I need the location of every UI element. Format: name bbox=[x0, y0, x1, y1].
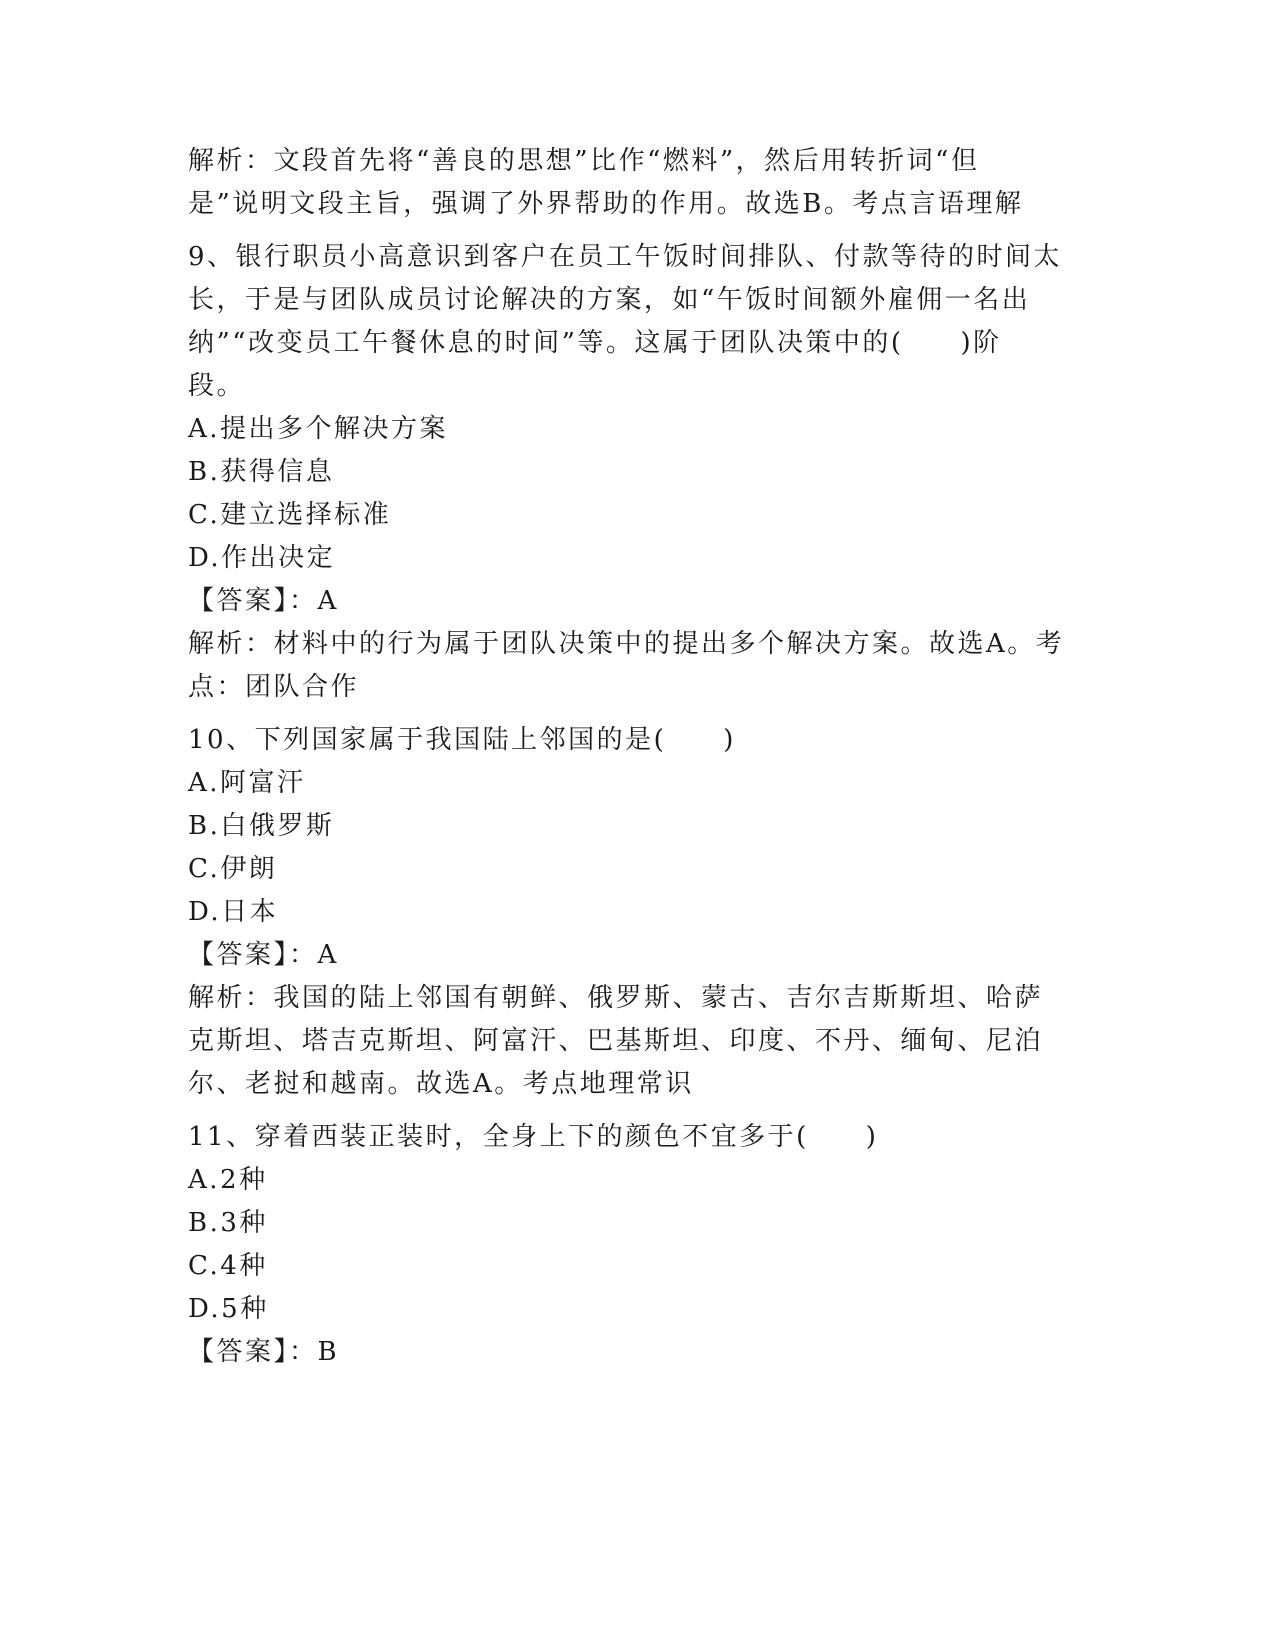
analysis-text-line: 解析：我国的陆上邻国有朝鲜、俄罗斯、蒙古、吉尔吉斯斯坦、哈萨 bbox=[188, 983, 1044, 1013]
analysis-text-line: 解析：文段首先将“善良的思想”比作“燃料”，然后用转折词“但 bbox=[188, 146, 980, 176]
question-text-line: 9、银行职员小高意识到客户在员工午饭时间排队、付款等待的时间太 bbox=[188, 242, 1063, 272]
analysis-text-line: 克斯坦、塔吉克斯坦、阿富汗、巴基斯坦、印度、不丹、缅甸、尼泊 bbox=[188, 1026, 1044, 1056]
answer-option: A.提出多个解决方案 bbox=[188, 414, 449, 444]
analysis-text-line: 是”说明文段主旨，强调了外界帮助的作用。故选B。考点言语理解 bbox=[188, 189, 1024, 219]
analysis-text-line: 解析：材料中的行为属于团队决策中的提出多个解决方案。故选A。考 bbox=[188, 629, 1065, 659]
answer-option: C.4种 bbox=[188, 1251, 268, 1281]
question-text-line: 10、下列国家属于我国陆上邻国的是( ) bbox=[188, 725, 736, 755]
question-block bbox=[188, 236, 1088, 709]
answer-option: B.获得信息 bbox=[188, 457, 335, 487]
answer-option: D.5种 bbox=[188, 1294, 269, 1324]
block-spacer bbox=[188, 1106, 1088, 1116]
answer-label: 【答案】：A bbox=[188, 586, 339, 616]
answer-option: D.日本 bbox=[188, 897, 279, 927]
answer-label: 【答案】：B bbox=[188, 1337, 340, 1367]
answer-option: C.伊朗 bbox=[188, 854, 278, 884]
question-block bbox=[188, 719, 1088, 1106]
question-text-line: 长，于是与团队成员讨论解决的方案，如“午饭时间额外雇佣一名出 bbox=[188, 285, 1031, 315]
analysis-text-line: 点：团队合作 bbox=[188, 672, 360, 702]
answer-option: A.2种 bbox=[188, 1165, 268, 1195]
question-text-line: 纳”“改变员工午餐休息的时间”等。这属于团队决策中的( )阶 bbox=[188, 328, 1002, 358]
answer-option: B.白俄罗斯 bbox=[188, 811, 335, 841]
question-block bbox=[188, 1116, 1088, 1374]
answer-option: D.作出决定 bbox=[188, 543, 336, 573]
block-spacer bbox=[188, 709, 1088, 719]
analysis-block bbox=[188, 140, 1088, 226]
question-text-line: 11、穿着西装正装时，全身上下的颜色不宜多于( ) bbox=[188, 1122, 879, 1152]
answer-option: A.阿富汗 bbox=[188, 768, 306, 798]
answer-option: C.建立选择标准 bbox=[188, 500, 392, 530]
exam-content bbox=[188, 140, 1088, 1374]
analysis-text-line: 尔、老挝和越南。故选A。考点地理常识 bbox=[188, 1069, 694, 1099]
answer-option: B.3种 bbox=[188, 1208, 268, 1238]
block-spacer bbox=[188, 226, 1088, 236]
answer-label: 【答案】：A bbox=[188, 940, 339, 970]
question-text-line: 段。 bbox=[188, 371, 246, 401]
